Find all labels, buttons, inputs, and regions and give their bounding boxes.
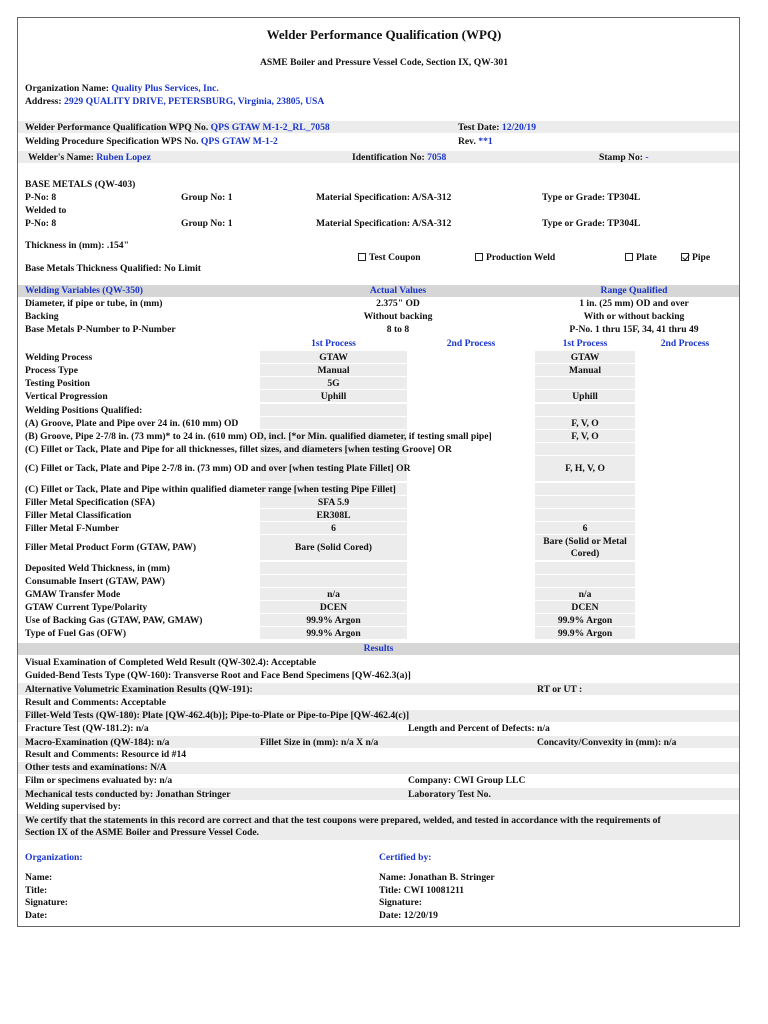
table-row-label: Filler Metal Classification (25, 510, 132, 521)
cert-sign-name: Name: Jonathan B. Stringer (379, 872, 495, 883)
fracture-test: Fracture Test (QW-181.2): n/a (25, 723, 149, 734)
table-row-label: GTAW Current Type/Polarity (25, 602, 148, 613)
fillet-size: Fillet Size in (mm): n/a X n/a (260, 737, 379, 748)
rev-row (458, 136, 493, 148)
film-evaluated-by: Film or specimens evaluated by: n/a (25, 775, 173, 786)
table-row-range: Bare (Solid or Metal Cored) (543, 536, 627, 559)
variables-header-label: Welding Variables (QW-350) (25, 285, 143, 296)
other-tests: Other tests and examinations: N/A (25, 762, 167, 773)
stamp-label: Stamp No: (599, 152, 643, 163)
plate-label: Plate (636, 252, 657, 263)
table-row-range: 6 (582, 523, 588, 534)
table-row-actual: 99.9% Argon (306, 628, 361, 639)
wpq-number-label: Welder Performance Qualification WPQ No. (25, 122, 209, 133)
base-metal-2-grade: Type or Grade: TP304L (542, 218, 641, 229)
range-2nd-process-header: 2nd Process (660, 338, 710, 349)
thickness-label: Thickness in (mm): .154" (25, 240, 129, 251)
table-row-range: 99.9% Argon (557, 615, 613, 626)
pipe-label: Pipe (692, 252, 711, 263)
table-row-range: GTAW (570, 352, 600, 363)
wps-number-label: Welding Procedure Specification WPS No. (25, 136, 199, 147)
top-row-actual: Without backing (363, 311, 433, 322)
top-row-actual: 2.375" OD (376, 298, 420, 309)
visual-exam-result: Visual Examination of Completed Weld Result (QW-302.4): Acceptable (25, 657, 317, 668)
table-cell-shade (260, 575, 407, 587)
org-name-value: Quality Plus Services, Inc. (111, 83, 219, 94)
org-sign-signature: Signature: (25, 897, 68, 908)
table-row-range: 99.9% Argon (557, 628, 613, 639)
rt-ut-label: RT or UT : (537, 684, 583, 695)
stamp-value: - (645, 152, 649, 163)
table-row-label: GMAW Transfer Mode (25, 589, 121, 600)
table-row-range: n/a (578, 589, 592, 600)
top-row-range: With or without backing (583, 311, 685, 322)
plate-option[interactable] (625, 252, 657, 264)
table-row-label: (C) Fillet or Tack, Plate and Pipe for all thicknesses, fillet sizes, and diameters [when testing Groove] OR (25, 444, 452, 455)
table-row-range: DCEN (571, 602, 599, 613)
table-cell-shade (535, 575, 635, 587)
table-row-actual: n/a (327, 589, 340, 600)
result-comments-1: Result and Comments: Acceptable (25, 697, 166, 708)
pipe-option[interactable] (681, 252, 710, 264)
page-subtitle: ASME Boiler and Pressure Vessel Code, Section IX, QW-301 (259, 57, 509, 68)
org-sign-title: Title: (25, 885, 48, 896)
base-metal-2-group: Group No: 1 (181, 218, 233, 229)
welder-name-row (28, 152, 151, 164)
welder-name-label: Welder's Name: (28, 152, 94, 163)
certification-statement-cont: Section IX of the ASME Boiler and Pressure Vessel Code. (25, 827, 259, 838)
top-row-range: P-No. 1 thru 15F, 34, 41 thru 49 (569, 324, 699, 335)
test-date-row (458, 122, 536, 134)
concavity-convexity: Concavity/Convexity in (mm): n/a (537, 737, 677, 748)
production-weld-option[interactable] (475, 252, 555, 264)
company-label: Company: CWI Group LLC (408, 775, 526, 786)
table-cell-shade (535, 377, 635, 389)
org-address-label: Address: (25, 96, 62, 107)
page-title: Welder Performance Qualification (WPQ) (266, 27, 502, 42)
table-cell-shade (260, 417, 407, 429)
table-cell-shade (535, 509, 635, 521)
org-sign-name: Name: (25, 872, 53, 883)
table-row-label: Consumable Insert (GTAW, PAW) (25, 576, 166, 587)
base-metal-1-pno: P-No: 8 (25, 192, 57, 203)
base-metal-2-spec: Material Specification: A/SA-312 (316, 218, 452, 229)
table-row-actual: DCEN (319, 602, 348, 613)
table-row-actual: Manual (317, 365, 350, 376)
identification-row (352, 152, 446, 164)
table-cell-shade (535, 443, 635, 455)
mechanical-tests-by: Mechanical tests conducted by: Jonathan Stringer (25, 789, 231, 800)
laboratory-test-no: Laboratory Test No. (408, 789, 491, 800)
organization-heading: Organization: (25, 852, 83, 863)
org-address-value: 2929 QUALITY DRIVE, PETERSBURG, Virginia, 23805, USA (64, 96, 325, 107)
table-row-label: Welding Process (25, 352, 93, 363)
actual-2nd-process-header: 2nd Process (446, 338, 496, 349)
table-cell-shade (535, 404, 635, 416)
table-row-actual: Bare (Solid Cored) (295, 542, 372, 553)
top-row-label: Backing (25, 311, 59, 322)
table-row-label: Filler Metal F-Number (25, 523, 120, 534)
table-row-actual: ER308L (316, 510, 351, 521)
stamp-row (599, 152, 649, 164)
table-row-actual: 5G (327, 378, 340, 389)
table-cell-shade (535, 496, 635, 508)
table-row-actual: 99.9% Argon (306, 615, 361, 626)
cert-sign-title: Title: CWI 10081211 (379, 885, 465, 896)
base-metals-heading: BASE METALS (QW-403) (25, 179, 136, 190)
cert-sign-signature: Signature: (379, 897, 422, 908)
wpq-number-row (25, 122, 330, 134)
test-date-value: 12/20/19 (501, 122, 537, 133)
table-row-label: (B) Groove, Pipe 2-7/8 in. (73 mm)* to 24 in. (610 mm) OD, incl. [*or Min. qualified diameter, if testing small pipe] (25, 431, 492, 442)
wps-number-value: QPS GTAW M-1-2 (200, 136, 278, 147)
base-metal-2-pno: P-No: 8 (25, 218, 57, 229)
org-name-row (25, 83, 219, 95)
table-row-label: Testing Position (25, 378, 90, 389)
cert-sign-date: Date: 12/20/19 (379, 910, 438, 921)
org-sign-date: Date: (25, 910, 48, 921)
thickness-qualified-label: Base Metals Thickness Qualified: No Limit (25, 263, 201, 274)
test-coupon-checkbox[interactable] (358, 253, 366, 261)
actual-1st-process-header: 1st Process (311, 338, 356, 349)
rev-label: Rev. (458, 136, 476, 147)
results-heading: Results (363, 643, 394, 654)
range-1st-process-header: 1st Process (562, 338, 608, 349)
table-row-label: Type of Fuel Gas (OFW) (25, 628, 127, 639)
table-cell-shade (535, 483, 635, 495)
table-row-label: Filler Metal Product Form (GTAW, PAW) (25, 542, 197, 553)
table-row-range: Uphill (572, 391, 598, 402)
table-row-range: Manual (569, 365, 601, 376)
plate-checkbox[interactable] (625, 253, 633, 261)
certification-statement: We certify that the statements in this record are correct and that the test coupons were prepared, welded, and tested in accordance with the requirements of (25, 815, 661, 826)
table-row-label: (C) Fillet or Tack, Plate and Pipe 2-7/8 in. (73 mm) OD and over [when testing Plate Fillet] OR (25, 463, 411, 474)
table-row-actual: Uphill (320, 391, 347, 402)
wpq-number-value: QPS GTAW M-1-2_RL_7058 (210, 122, 330, 133)
actual-values-header: Actual Values (369, 285, 427, 296)
volumetric-result: Alternative Volumetric Examination Results (QW-191): (25, 684, 253, 695)
table-row-range: F, V, O (571, 431, 599, 442)
table-cell-shade (535, 562, 635, 574)
table-row-label: Vertical Progression (25, 391, 108, 402)
top-row-label: Base Metals P-Number to P-Number (25, 324, 176, 335)
table-row-label: Welding Positions Qualified: (25, 405, 143, 416)
identification-label: Identification No: (352, 152, 425, 163)
org-address-row (25, 96, 324, 108)
test-date-label: Test Date: (458, 122, 500, 133)
table-row-range: F, H, V, O (565, 463, 605, 474)
welder-name-value: Ruben Lopez (96, 152, 151, 163)
table-row-actual: 6 (331, 523, 336, 534)
top-row-actual: 8 to 8 (386, 324, 410, 335)
identification-value: 7058 (427, 152, 447, 163)
table-row-label: Filler Metal Specification (SFA) (25, 497, 155, 508)
range-qualified-header: Range Qualified (600, 285, 668, 296)
base-metal-1-group: Group No: 1 (181, 192, 233, 203)
welded-to-label: Welded to (25, 205, 67, 216)
certified-by-heading: Certified by: (379, 852, 432, 863)
fillet-weld-tests: Fillet-Weld Tests (QW-180): Plate [QW-462.4(b)]; Pipe-to-Plate or Pipe-to-Pipe [QW-462.4(c)] (25, 710, 410, 721)
wps-number-row (25, 136, 278, 148)
table-cell-shade (260, 562, 407, 574)
macro-exam: Macro-Examination (QW-184): n/a (25, 737, 170, 748)
table-row-label: (A) Groove, Plate and Pipe over 24 in. (610 mm) OD (25, 418, 239, 429)
rev-value: **1 (478, 136, 493, 147)
org-name-label: Organization Name: (25, 83, 109, 94)
pipe-checkbox[interactable] (681, 253, 689, 261)
table-row-range: F, V, O (571, 418, 599, 429)
defects-length: Length and Percent of Defects: n/a (408, 723, 550, 734)
base-metal-1-spec: Material Specification: A/SA-312 (316, 192, 452, 203)
welding-supervised-by: Welding supervised by: (25, 801, 121, 812)
table-row-actual: GTAW (319, 352, 348, 363)
table-row-actual: SFA 5.9 (317, 497, 350, 508)
production-weld-checkbox[interactable] (475, 253, 483, 261)
table-row-label: Use of Backing Gas (GTAW, PAW, GMAW) (25, 615, 203, 626)
table-cell-shade (260, 404, 407, 416)
table-row-label: Process Type (25, 365, 79, 376)
test-coupon-option[interactable] (358, 252, 421, 264)
production-weld-label: Production Weld (486, 252, 556, 263)
base-metal-1-grade: Type or Grade: TP304L (542, 192, 641, 203)
guided-bend-result: Guided-Bend Tests Type (QW-160): Transverse Root and Face Bend Specimens [QW-462.3(a)] (25, 670, 411, 681)
test-coupon-label: Test Coupon (369, 252, 421, 263)
table-row-label: (C) Fillet or Tack, Plate and Pipe within qualified diameter range [when testing Pipe Fillet] (25, 484, 396, 495)
table-row-label: Deposited Weld Thickness, in (mm) (25, 563, 170, 574)
top-row-range: 1 in. (25 mm) OD and over (579, 298, 689, 309)
result-comments-2: Result and Comments: Resource id #14 (25, 749, 187, 760)
top-row-label: Diameter, if pipe or tube, in (mm) (25, 298, 163, 309)
